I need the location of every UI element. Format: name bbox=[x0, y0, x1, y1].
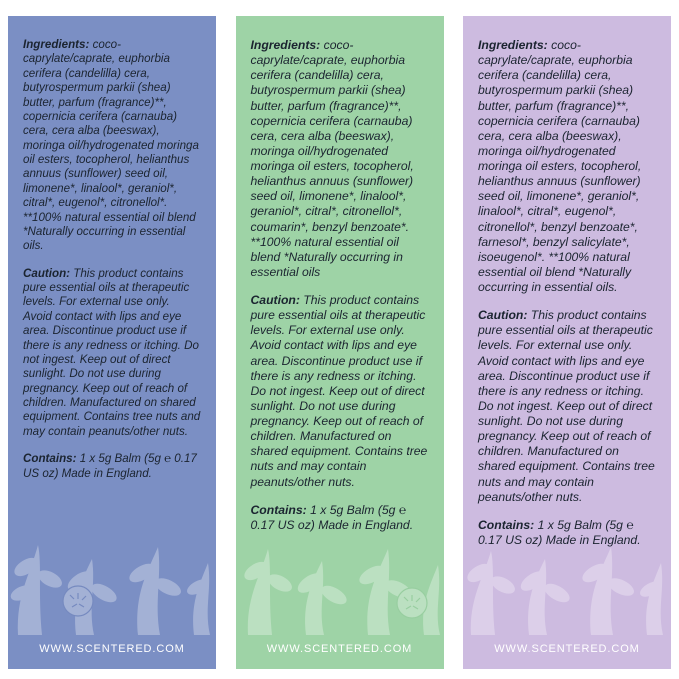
contains-block-green bbox=[251, 503, 429, 533]
product-label-panel-purple bbox=[463, 16, 671, 669]
caution-label: Caution: bbox=[23, 266, 71, 280]
product-label-panel-green bbox=[236, 16, 444, 669]
contains-label: Contains: bbox=[478, 517, 535, 532]
botanical-watermark-icon bbox=[236, 475, 444, 635]
ingredients-block-blue bbox=[23, 38, 201, 254]
ingredients-text: coco-caprylate/caprate, euphorbia cerifera (candelilla) cera, butyrospermum parkii (shea) butter, parfum (fragrance)**, copernicia cerifera (carnauba) cera, cera alba (beeswax), moringa oil/hydrogenated moringa oil esters, tocopherol, helianthus annuus (sunflower) seed oil, limonene*, linalool*, geraniol*, citral*, eugenol*, citronellol*. **100% natural essential oil blend *Naturally occurring in essential oils. bbox=[23, 38, 199, 253]
ingredients-block-green bbox=[251, 38, 429, 280]
ingredients-block-purple bbox=[478, 38, 656, 295]
caution-text: This product contains pure essential oils at therapeutic levels. For external use only. Avoid contact with lips and eye area. Discontinue product use if there is any redness or itching. Do not ingest. Keep out of direct sunlight. Do not use during pregnancy. Keep out of reach of children. Manufactured on shared equipment. Contains tree nuts and may contain peanuts/other nuts. bbox=[250, 293, 428, 489]
contains-text: 1 x 5g Balm (5g ℮ 0.17 US oz) Made in England. bbox=[250, 502, 414, 532]
contains-block-blue bbox=[23, 452, 201, 481]
caution-label: Caution: bbox=[250, 293, 300, 307]
caution-text: This product contains pure essential oils at therapeutic levels. For external use only. Avoid contact with lips and eye area. Discontinue product use if there is any redness or itching. Do not ingest. Keep out of direct sunlight. Do not use during pregnancy. Keep out of reach of children. Manufactured on shared equipment. Contains tree nuts and may contain peanuts/other nuts. bbox=[23, 266, 201, 438]
caution-text: This product contains pure essential oils at therapeutic levels. For external use only. Avoid contact with lips and eye area. Discontinue product use if there is any redness or itching. Do not ingest. Keep out of direct sunlight. Do not use during pregnancy. Keep out of reach of children. Manufactured on shared equipment. Contains tree nuts and may contain peanuts/other nuts. bbox=[478, 308, 655, 504]
ingredients-text: coco-caprylate/caprate, euphorbia cerifera (candelilla) cera, butyrospermum parkii (shea) butter, parfum (fragrance)**, copernicia cerifera (carnauba) cera, cera alba (beeswax), moringa oil/hydrogenated moringa oil esters, tocopherol, helianthus annuus (sunflower) seed oil, limonene*, geraniol*, linalool*, citral*, eugenol*, citronellol*, benzyl benzoate*, farnesol*, benzyl salicylate*, isoeugenol*. **100% natural essential oil blend *Naturally occurring in essential oils. bbox=[478, 38, 642, 294]
website-url-green: WWW.SCENTERED.COM bbox=[266, 643, 413, 655]
ingredients-label: Ingredients: bbox=[23, 38, 90, 51]
contains-label: Contains: bbox=[23, 452, 77, 466]
contains-text: 1 x 5g Balm (5g ℮ 0.17 US oz) Made in England. bbox=[23, 452, 197, 480]
ingredients-label: Ingredients: bbox=[478, 38, 548, 52]
caution-block-blue bbox=[23, 267, 201, 440]
ingredients-text: coco-caprylate/caprate, euphorbia cerifera (candelilla) cera, butyrospermum parkii (shea) butter, parfum (fragrance)**, copernicia cerifera (carnauba) cera, cera alba (beeswax), moringa oil/hydrogenated moringa oil esters, tocopherol, helianthus annuus (sunflower) seed oil, limonene*, linalool*, geraniol*, citral*, citronellol*, coumarin*, benzyl benzoate*. **100% natural essential oil blend *Naturally occurring in essential oils bbox=[250, 38, 414, 279]
website-url-purple: WWW.SCENTERED.COM bbox=[494, 643, 640, 655]
contains-label: Contains: bbox=[250, 502, 307, 517]
caution-block-purple bbox=[478, 308, 656, 505]
ingredients-label: Ingredients: bbox=[250, 38, 321, 52]
contains-text: 1 x 5g Balm (5g ℮ 0.17 US oz) Made in England. bbox=[478, 517, 641, 547]
website-url-blue: WWW.SCENTERED.COM bbox=[39, 643, 185, 655]
botanical-watermark-icon bbox=[8, 475, 216, 635]
product-label-panel-blue bbox=[8, 16, 216, 669]
caution-block-green bbox=[251, 293, 429, 490]
contains-block-purple bbox=[478, 518, 656, 548]
caution-label: Caution: bbox=[478, 308, 528, 323]
